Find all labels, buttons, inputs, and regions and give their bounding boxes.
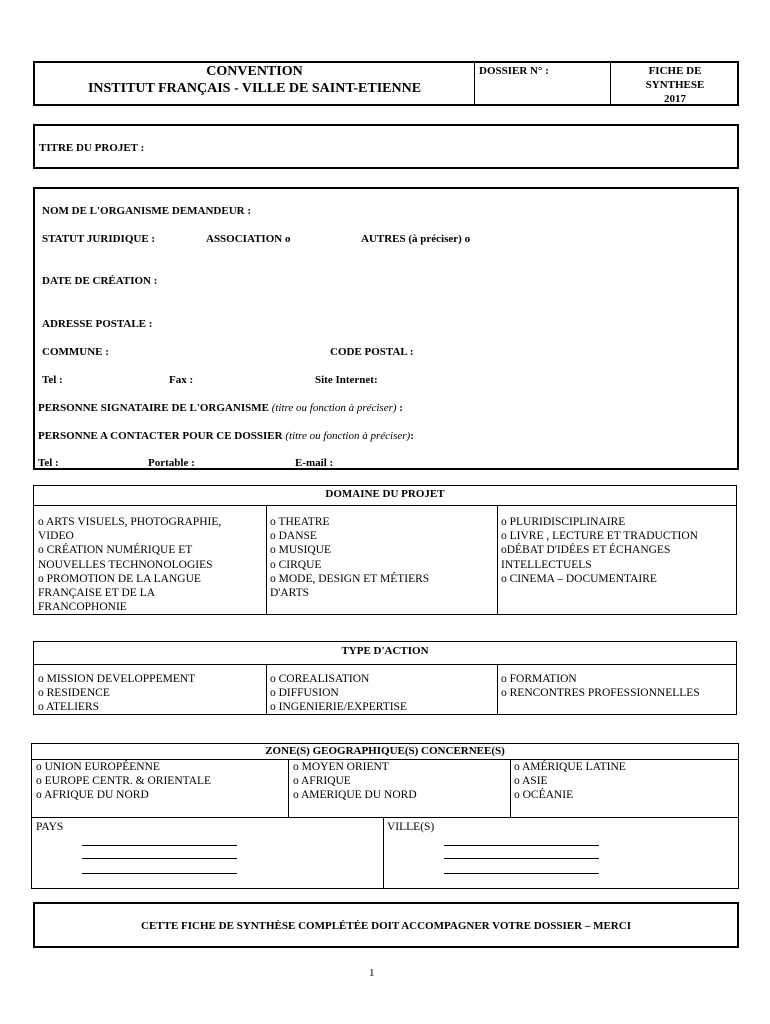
action-item: o INGENIERIE/EXPERTISE <box>270 701 407 714</box>
action-col1 <box>38 672 195 715</box>
pays-line <box>82 845 237 846</box>
contact-note: (titre ou fonction à préciser) <box>285 430 411 442</box>
action-item: o COREALISATION <box>270 673 370 685</box>
fiche-line1: FICHE DE <box>648 65 702 77</box>
zone-item: o AFRIQUE DU NORD <box>36 789 149 802</box>
action-box <box>33 641 737 715</box>
domaine-header: DOMAINE DU PROJET <box>325 488 445 500</box>
zone-col2 <box>293 760 417 803</box>
date-creation-label: DATE DE CRÉATION : <box>42 275 158 287</box>
domaine-item: o CIRQUE <box>270 558 322 571</box>
zone-item: o OCÉANIE <box>514 789 574 802</box>
signataire-note: (titre ou fonction à préciser) <box>271 402 397 414</box>
footer-note-box <box>33 902 739 948</box>
action-header: TYPE D'ACTION <box>341 645 429 657</box>
titre-label: TITRE DU PROJET : <box>39 142 145 154</box>
header-box <box>33 61 739 106</box>
action-col2 <box>270 672 407 715</box>
header-title-line1: CONVENTION <box>206 64 303 79</box>
signataire-colon: : <box>396 402 403 414</box>
action-item: o FORMATION <box>501 673 577 685</box>
domaine-item: o PLURIDISCIPLINAIRE <box>501 516 626 528</box>
fax-label: Fax : <box>169 374 194 386</box>
domaine-item: o CRÉATION NUMÉRIQUE ET <box>38 544 193 557</box>
site-label: Site Internet: <box>315 374 378 386</box>
titre-box <box>33 124 739 169</box>
header-title-line2: INSTITUT FRANÇAIS - VILLE DE SAINT-ETIENNE <box>87 81 422 96</box>
action-item: o DIFFUSION <box>270 687 339 700</box>
action-item: o ATELIERS <box>38 701 100 714</box>
contact-colon: : <box>410 430 414 442</box>
pays-label: PAYS <box>36 821 64 833</box>
ville-line <box>444 845 599 846</box>
domaine-item: D'ARTS <box>270 587 310 600</box>
signataire-text: PERSONNE SIGNATAIRE DE L'ORGANISME <box>38 402 269 414</box>
tel-label: Tel : <box>42 374 63 386</box>
domaine-item: VIDEO <box>38 530 74 543</box>
domaine-item: o DANSE <box>270 530 317 543</box>
zone-item: o ASIE <box>514 775 548 788</box>
signataire-label <box>38 402 403 414</box>
zone-item: o AFRIQUE <box>293 775 351 788</box>
domaine-item: o MODE, DESIGN ET MÉTIERS <box>270 572 430 585</box>
contact-text: PERSONNE A CONTACTER POUR CE DOSSIER <box>38 430 283 442</box>
tel2-label: Tel : <box>38 457 59 469</box>
action-item: o MISSION DEVELOPPEMENT <box>38 673 196 685</box>
ville-line <box>444 858 599 859</box>
zone-header: ZONE(S) GEOGRAPHIQUE(S) CONCERNEE(S) <box>265 745 505 757</box>
domaine-item: o MUSIQUE <box>270 544 332 557</box>
zone-item: o EUROPE CENTR. & ORIENTALE <box>36 775 212 788</box>
pays-line <box>82 873 237 874</box>
domaine-col2 <box>270 515 429 600</box>
action-col3 <box>501 672 700 700</box>
domaine-item: o PROMOTION DE LA LANGUE <box>38 572 201 585</box>
action-item: o RESIDENCE <box>38 687 110 700</box>
domaine-item: o CINEMA – DOCUMENTAIRE <box>501 572 657 585</box>
villes-label: VILLE(S) <box>387 821 435 833</box>
portable-label: Portable : <box>148 457 195 469</box>
code-postal-label: CODE POSTAL : <box>330 346 414 358</box>
domaine-box <box>33 485 737 615</box>
domaine-item: o THEATRE <box>270 516 330 528</box>
contact-label <box>38 430 414 442</box>
statut-label: STATUT JURIDIQUE : <box>42 233 156 245</box>
ville-line <box>444 873 599 874</box>
autres-option: AUTRES (à préciser) o <box>361 233 471 245</box>
zone-box <box>31 743 739 889</box>
nom-organisme-label: NOM DE L'ORGANISME DEMANDEUR : <box>42 205 251 217</box>
fiche-line2: SYNTHESE <box>645 79 705 91</box>
domaine-item: INTELLECTUELS <box>501 558 592 571</box>
domaine-item: oDÉBAT D'IDÉES ET ÉCHANGES <box>501 544 671 557</box>
organisme-box <box>33 187 739 470</box>
footer-note: CETTE FICHE DE SYNTHÈSE COMPLÉTÉE DOIT ACCOMPAGNER VOTRE DOSSIER – MERCI <box>141 920 631 932</box>
zone-item: o AMÉRIQUE LATINE <box>514 761 626 773</box>
association-option: ASSOCIATION o <box>206 233 291 245</box>
domaine-col1 <box>38 515 221 614</box>
domaine-item: FRANCOPHONIE <box>38 601 127 614</box>
action-item: o RENCONTRES PROFESSIONNELLES <box>501 687 700 700</box>
dossier-label: DOSSIER N° : <box>479 65 549 77</box>
page-number: 1 <box>369 967 375 979</box>
domaine-col3 <box>501 515 698 586</box>
domaine-item: FRANÇAISE ET DE LA <box>38 587 156 600</box>
zone-item: o MOYEN ORIENT <box>293 761 389 773</box>
commune-label: COMMUNE : <box>42 346 109 358</box>
domaine-item: o LIVRE , LECTURE ET TRADUCTION <box>501 530 698 543</box>
zone-col1 <box>36 760 211 803</box>
fiche-line3: 2017 <box>664 93 686 105</box>
domaine-item: NOUVELLES TECHNONOLOGIES <box>38 558 213 571</box>
pays-line <box>82 858 237 859</box>
domaine-item: o ARTS VISUELS, PHOTOGRAPHIE, <box>38 516 222 528</box>
zone-item: o UNION EUROPÉENNE <box>36 761 160 773</box>
email-label: E-mail : <box>295 457 334 469</box>
zone-item: o AMERIQUE DU NORD <box>293 789 417 802</box>
adresse-label: ADRESSE POSTALE : <box>42 318 153 330</box>
zone-col3 <box>514 760 626 803</box>
